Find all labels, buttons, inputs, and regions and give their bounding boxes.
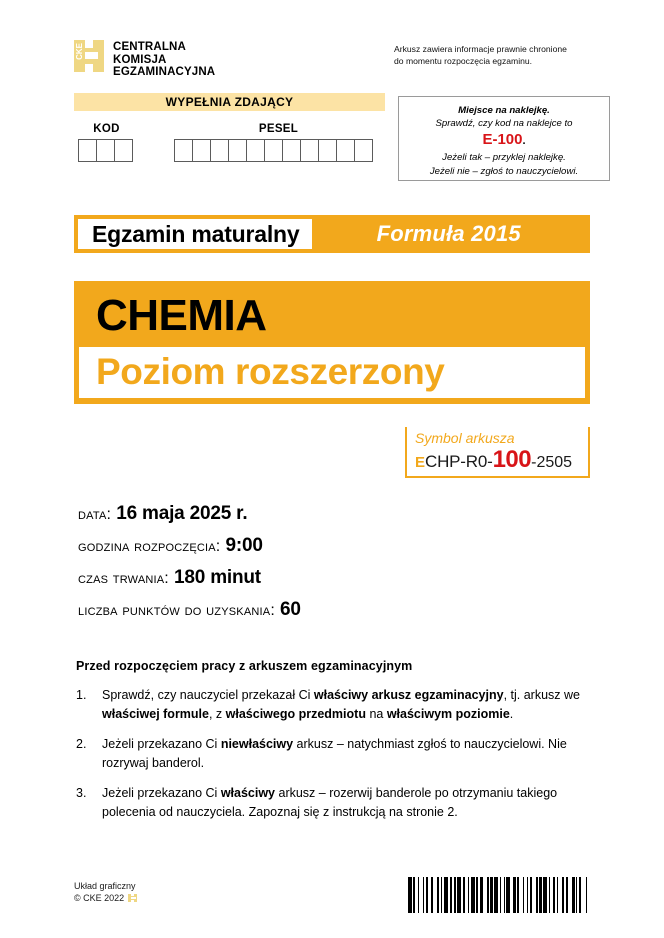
sticker-line-5: Jeżeli nie – zgłoś to nauczycielowi.	[429, 165, 579, 177]
cke-logo-icon	[74, 40, 104, 72]
meta-row	[78, 599, 578, 621]
instruction-text: Jeżeli przekazano Ci niewłaściwy arkusz – natychmiast zgłoś to nauczycielowi. Nie rozrywaj banderol.	[102, 737, 567, 770]
input-cell[interactable]	[246, 139, 265, 162]
subject-name: CHEMIA	[96, 291, 267, 340]
input-cell[interactable]	[114, 139, 133, 162]
meta-value: 60	[274, 599, 301, 620]
sticker-placement-box	[398, 96, 610, 181]
instructions-heading: Przed rozpoczęciem pracy z arkuszem egzaminacyjnym	[76, 659, 413, 673]
kod-label: KOD	[93, 123, 120, 135]
barcode-bar	[587, 877, 590, 913]
meta-label: liczba punktów do uzyskania:	[78, 602, 275, 619]
sheet-symbol-code	[415, 448, 588, 475]
input-cell[interactable]	[96, 139, 115, 162]
instruction-item	[76, 686, 596, 723]
exam-type-box	[78, 219, 312, 249]
footer-credit	[74, 881, 137, 904]
notice-line-1: Arkusz zawiera informacje prawnie chronione	[394, 44, 567, 54]
exam-meta-list	[78, 503, 578, 631]
sticker-line-1: Miejsce na naklejkę.	[458, 105, 550, 116]
cke-mini-logo-icon	[128, 894, 137, 902]
input-cell[interactable]	[336, 139, 355, 162]
confidentiality-notice	[394, 44, 614, 67]
sticker-code-value: E-100	[482, 131, 523, 149]
meta-row	[78, 503, 578, 525]
instruction-text: Jeżeli przekazano Ci właściwy arkusz – rozerwij banderole po otrzymaniu takiego polecenia od nauczyciela. Zapoznaj się z instrukcją na stronie 2.	[102, 786, 558, 819]
kod-field-group	[78, 123, 135, 162]
notice-line-2: do momentu rozpoczęcia egzaminu.	[394, 55, 533, 66]
meta-label: godzina rozpoczęcia:	[78, 538, 221, 555]
exam-type-label: Egzamin maturalny	[92, 220, 300, 247]
fill-panel-title: WYPEŁNIA ZDAJĄCY	[74, 93, 385, 111]
exam-level: Poziom rozszerzony	[96, 351, 445, 392]
sticker-line-4: Jeżeli tak – przyklej naklejkę.	[442, 152, 566, 164]
sticker-code	[399, 130, 609, 151]
logo-notch-bottom	[85, 64, 93, 72]
instruction-number: 1.	[76, 688, 87, 702]
symbol-number: 100	[492, 446, 532, 473]
symbol-suffix: -2505	[531, 454, 573, 471]
sticker-code-period: .	[522, 135, 526, 148]
symbol-prefix: E	[415, 454, 426, 471]
subject-block	[74, 281, 590, 404]
meta-label: data:	[78, 506, 112, 523]
input-cell[interactable]	[354, 139, 373, 162]
sheet-symbol-box	[405, 427, 590, 478]
instruction-number: 3.	[76, 786, 87, 800]
candidate-fill-panel	[74, 93, 385, 181]
instruction-number: 2.	[76, 737, 87, 751]
input-cell[interactable]	[78, 139, 97, 162]
formula-label: Formuła 2015	[376, 221, 521, 246]
sheet-symbol-label: Symbol arkusza	[415, 430, 515, 446]
input-cell[interactable]	[174, 139, 193, 162]
instruction-text: Sprawdź, czy nauczyciel przekazał Ci właściwy arkusz egzaminacyjny, tj. arkusz we właściwej formule, z właściwego przedmiotu na właściwym poziomie.	[102, 688, 580, 721]
meta-value: 180 minut	[168, 567, 261, 588]
kod-input-boxes[interactable]	[78, 139, 135, 162]
input-cell[interactable]	[264, 139, 283, 162]
org-line-3: EGZAMINACYJNA	[113, 66, 216, 79]
instructions-items	[76, 686, 596, 821]
logo-notch-middle	[85, 52, 98, 59]
cke-logo-letters: CKE	[75, 43, 84, 60]
pesel-field-group	[174, 123, 383, 162]
sticker-line-2: Sprawdź, czy kod na naklejce to	[435, 118, 573, 130]
pesel-input-boxes[interactable]	[174, 139, 383, 162]
input-cell[interactable]	[300, 139, 319, 162]
meta-row	[78, 535, 578, 557]
org-line-2: KOMISJA	[113, 53, 167, 66]
input-cell[interactable]	[228, 139, 247, 162]
org-line-1: CENTRALNA	[113, 41, 186, 53]
layout-credit-line-2	[74, 893, 137, 905]
meta-label: czas trwania:	[78, 570, 169, 587]
symbol-middle: CHP-R0-	[425, 452, 493, 471]
input-cell[interactable]	[210, 139, 229, 162]
level-box	[79, 347, 585, 398]
meta-row	[78, 567, 578, 589]
instruction-item	[76, 784, 596, 821]
instruction-item	[76, 735, 596, 772]
pesel-label: PESEL	[258, 123, 299, 135]
layout-credit-line-1: Układ graficzny	[74, 881, 136, 891]
input-cell[interactable]	[318, 139, 337, 162]
logo-notch-top	[85, 40, 93, 48]
barcode	[408, 877, 590, 913]
fill-panel-body	[74, 111, 385, 181]
organization-name	[113, 40, 215, 79]
copyright-text: © CKE 2022	[74, 892, 125, 903]
meta-value: 16 maja 2025 r.	[111, 503, 248, 524]
input-cell[interactable]	[282, 139, 301, 162]
meta-value: 9:00	[220, 535, 263, 556]
input-cell[interactable]	[192, 139, 211, 162]
instructions-section	[76, 659, 596, 833]
exam-banner	[74, 215, 590, 253]
